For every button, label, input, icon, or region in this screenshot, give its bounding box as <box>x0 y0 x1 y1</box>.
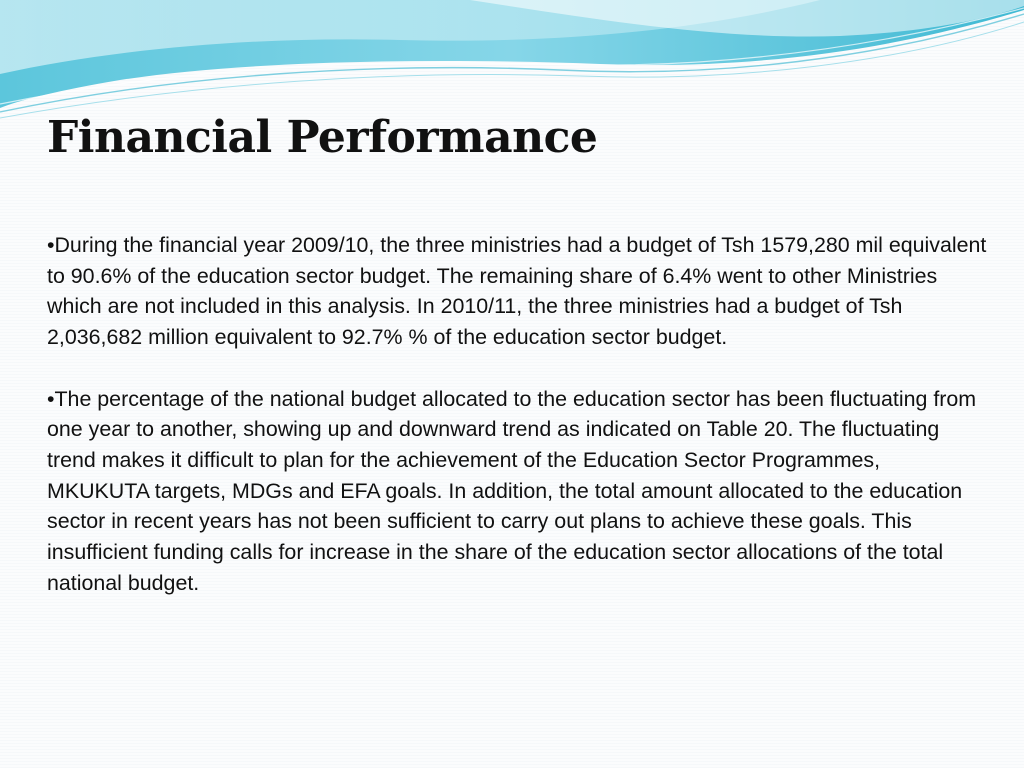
bullet-paragraph-national-budget-trend: •The percentage of the national budget allocated to the education sector has been fluctuating from one year to another, showing up and downward trend as indicated on Table 20. The fluctuating trend makes it difficult to plan for the achievement of the Education Sector Programmes, MKUKUTA targets, MDGs and EFA goals. In addition, the total amount allocated to the education sector in recent years has not been sufficient to carry out plans to achieve these goals. This insufficient funding calls for increase in the share of the education sector allocations of the total national budget. <box>47 386 977 595</box>
bullet-paragraph-budget-share: •During the financial year 2009/10, the three ministries had a budget of Tsh 1579,280 mil equivalent to 90.6% of the education sector budget. The remaining share of 6.4% went to other Ministries which are not included in this analysis. In 2010/11, the three ministries had a budget of Tsh 2,036,682 million equivalent to 92.7% % of the education sector budget. <box>47 233 987 350</box>
slide-title: Financial Performance <box>47 112 598 163</box>
slide-body <box>47 230 987 598</box>
